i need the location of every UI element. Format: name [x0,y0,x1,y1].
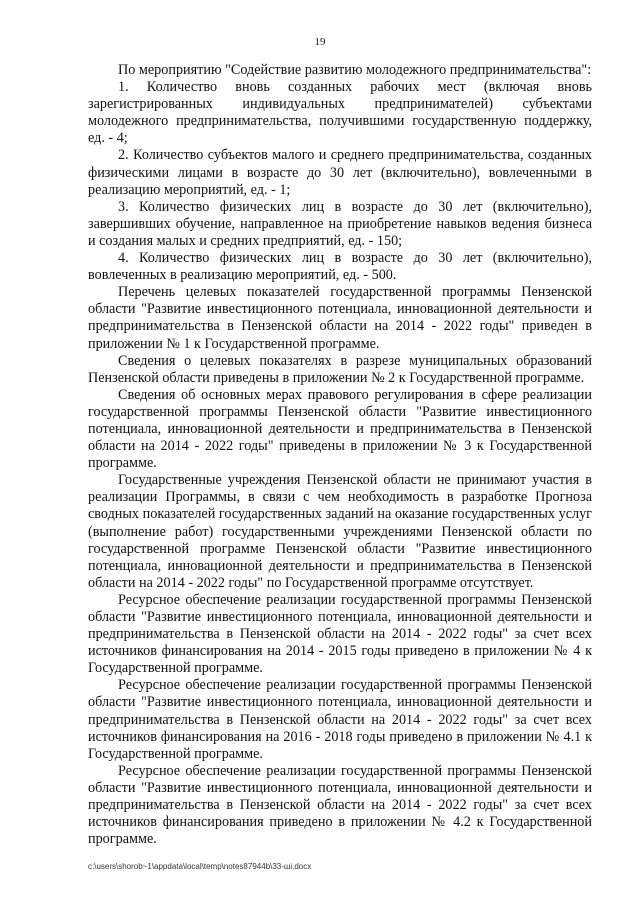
paragraph-resources-2014-2015: Ресурсное обеспечение реализации государственной программы Пензенской области "Развитие инвестиционного потенциала, инновационной деятельности и предпринимательства в Пензенской области на 2014 - 2022 годы" за счет всех источников финансирования на 2014 - 2015 годы приведено в приложении № 4 к Государственной программе. [88,591,592,677]
paragraph-item-3: 3. Количество физических лиц в возрасте до 30 лет (включительно), завершивших обучение, направленное на приобретение навыков ведения бизнеса и создания малых и средних предприятий, ед. - 150; [88,198,592,249]
paragraph-item-1: 1. Количество вновь созданных рабочих мест (включая вновь зарегистрированных индивидуальных предпринимателей) субъектами молодежного предпринимательства, получившими государственную поддержку, ед. - 4; [88,79,592,147]
paragraph-item-2: 2. Количество субъектов малого и среднего предпринимательства, созданных физическими лицами в возрасте до 30 лет (включительно), вовлеченными в реализацию мероприятий, ед. - 1; [88,147,592,198]
page-number: 19 [314,36,326,48]
paragraph-state-institutions: Государственные учреждения Пензенской области не принимают участия в реализации Программы, в связи с чем необходимость в разработке Прогноза сводных показателей государственных заданий на оказание государственных услуг (выполнение работ) государственными учреждениями Пензенской области по государственной программе Пензенской области "Развитие инвестиционного потенциала, инновационной деятельности и предпринимательства в Пензенской области на 2014 - 2022 годы" по Государственной программе отсутствует. [88,472,592,591]
paragraph-resources-2016-2018: Ресурсное обеспечение реализации государственной программы Пензенской области "Развитие инвестиционного потенциала, инновационной деятельности и предпринимательства в Пензенской области на 2014 - 2022 годы" за счет всех источников финансирования на 2016 - 2018 годы приведено в приложении № 4.1 к Государственной программе. [88,677,592,762]
paragraph-resources-all: Ресурсное обеспечение реализации государственной программы Пензенской области "Развитие инвестиционного потенциала, инновационной деятельности и предпринимательства в Пензенской области на 2014 - 2022 годы" за счет всех источников финансирования приведено в приложении № 4.2 к Государственной программе. [88,762,592,848]
paragraph-municipal-indicators: Сведения о целевых показателях в разрезе муниципальных образований Пензенской области приведены в приложении № 2 к Государственной программе. [88,352,592,386]
paragraph-legal-regulation: Сведения об основных мерах правового регулирования в сфере реализации государственной программы Пензенской области "Развитие инвестиционного потенциала, инновационной деятельности и предпринимательства в Пензенской области на 2014 - 2022 годы" приведены в приложении № 3 к Государственной программе. [88,386,592,472]
paragraph-intro: По мероприятию "Содействие развитию молодежного предпринимательства": [118,62,592,78]
paragraph-item-4: 4. Количество физических лиц в возрасте до 30 лет (включительно), вовлеченных в реализацию мероприятий, ед. - 500. [88,250,592,284]
document-body [88,62,592,848]
paragraph-indicators-list: Перечень целевых показателей государственной программы Пензенской области "Развитие инвестиционного потенциала, инновационной деятельности и предпринимательства в Пензенской области на 2014 - 2022 годы" приведен в приложении № 1 к Государственной программе. [88,284,592,352]
footer-file-path: c:\users\shorob~1\appdata\local\temp\notes87944b\33-ші.docx [88,862,312,871]
